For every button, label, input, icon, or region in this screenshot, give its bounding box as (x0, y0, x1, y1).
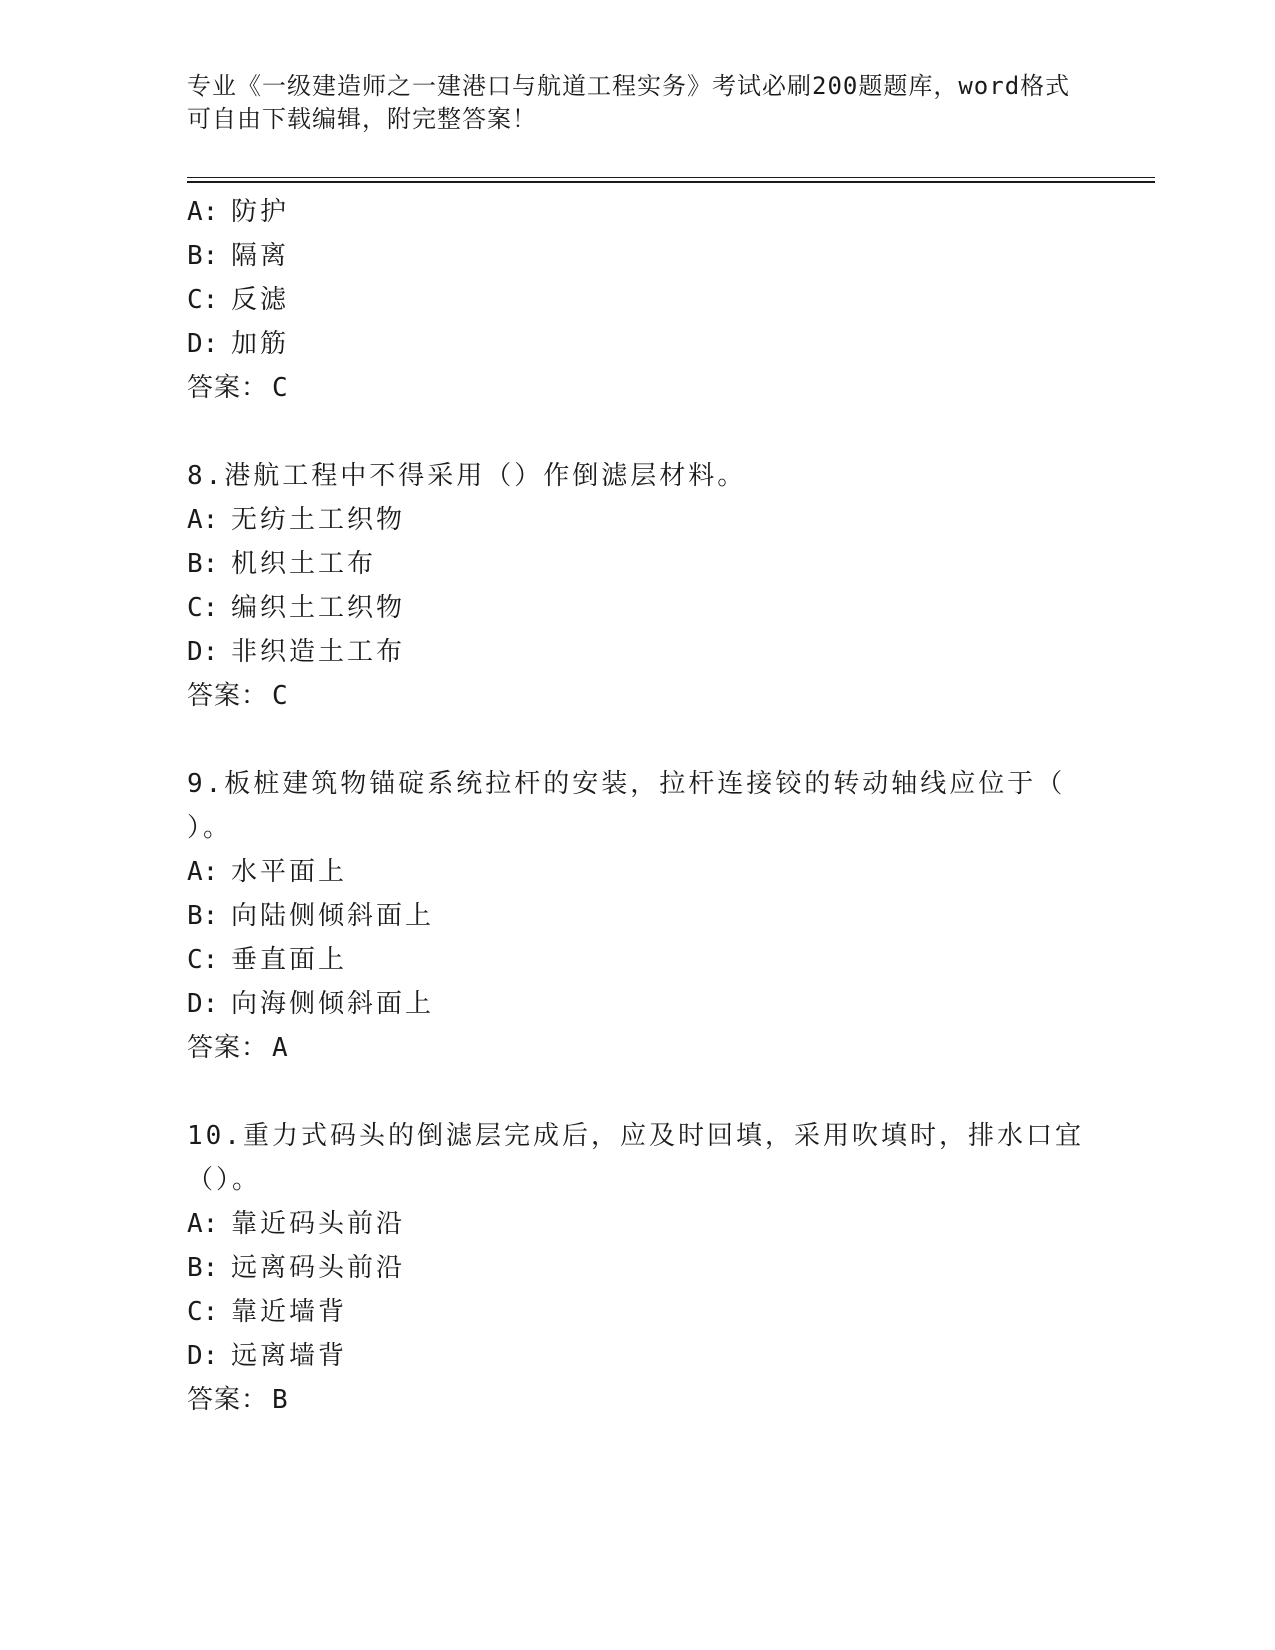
option-letter: C: (187, 1297, 219, 1327)
option-letter: A: (187, 857, 219, 887)
option-d (187, 328, 289, 360)
option-c (187, 592, 405, 624)
option-letter: A: (187, 1209, 219, 1239)
option-letter: D: (187, 1341, 219, 1371)
option-letter: A: (187, 505, 219, 535)
option-text: 编织土工织物 (231, 593, 406, 623)
option-letter: C: (187, 285, 219, 315)
question-text: 10.重力式码头的倒滤层完成后，应及时回填，采用吹填时，排水口宜 (187, 1121, 1084, 1151)
option-letter: B: (187, 549, 219, 579)
question-text-continued: （）。 (187, 1165, 262, 1195)
option-letter: D: (187, 329, 219, 359)
option-letter: B: (187, 901, 219, 931)
option-b (187, 240, 289, 272)
option-letter: C: (187, 593, 219, 623)
answer-line (187, 680, 289, 712)
header-title-line-2: 可自由下载编辑，附完整答案！ (187, 105, 537, 133)
header-divider-thick (187, 181, 1155, 183)
option-d (187, 1340, 347, 1372)
document-header (187, 70, 1071, 136)
answer-line (187, 1384, 289, 1416)
option-text: 向陆侧倾斜面上 (231, 901, 435, 931)
answer-label: 答案： (187, 1385, 269, 1415)
header-divider-thin (187, 177, 1155, 178)
option-text: 加筋 (231, 329, 290, 359)
answer-value: A (272, 1033, 289, 1063)
option-c (187, 1296, 347, 1328)
option-d (187, 636, 405, 668)
option-text: 非织造土工布 (231, 637, 406, 667)
option-letter: B: (187, 241, 219, 271)
answer-value: B (272, 1385, 289, 1415)
option-d (187, 988, 434, 1020)
header-title-line-1: 专业《一级建造师之一建港口与航道工程实务》考试必刷200题题库，word格式 (187, 72, 1071, 100)
option-a (187, 1208, 405, 1240)
option-text: 隔离 (231, 241, 290, 271)
answer-line (187, 1032, 289, 1064)
option-text: 靠近墙背 (231, 1297, 348, 1327)
option-letter: A: (187, 197, 219, 227)
option-a (187, 504, 405, 536)
option-text: 垂直面上 (231, 945, 348, 975)
option-text: 无纺土工织物 (231, 505, 406, 535)
option-text: 远离墙背 (231, 1341, 348, 1371)
answer-label: 答案： (187, 373, 269, 403)
option-text: 靠近码头前沿 (231, 1209, 406, 1239)
option-letter: D: (187, 989, 219, 1019)
answer-label: 答案： (187, 681, 269, 711)
option-c (187, 944, 347, 976)
option-a (187, 856, 347, 888)
option-b (187, 1252, 405, 1284)
option-text: 向海侧倾斜面上 (231, 989, 435, 1019)
option-text: 水平面上 (231, 857, 348, 887)
option-c (187, 284, 289, 316)
question-text: 8.港航工程中不得采用（）作倒滤层材料。 (187, 461, 747, 491)
answer-value: C (272, 681, 289, 711)
option-letter: C: (187, 945, 219, 975)
question-text: 9.板桩建筑物锚碇系统拉杆的安装，拉杆连接铰的转动轴线应位于（ (187, 769, 1066, 799)
answer-line (187, 372, 289, 404)
option-text: 机织土工布 (231, 549, 377, 579)
option-a (187, 196, 289, 228)
answer-label: 答案： (187, 1033, 269, 1063)
option-b (187, 548, 376, 580)
option-text: 防护 (231, 197, 290, 227)
option-letter: B: (187, 1253, 219, 1283)
option-letter: D: (187, 637, 219, 667)
option-text: 远离码头前沿 (231, 1253, 406, 1283)
answer-value: C (272, 373, 289, 403)
option-b (187, 900, 434, 932)
question-text-continued: ）。 (187, 813, 233, 843)
option-text: 反滤 (231, 285, 290, 315)
